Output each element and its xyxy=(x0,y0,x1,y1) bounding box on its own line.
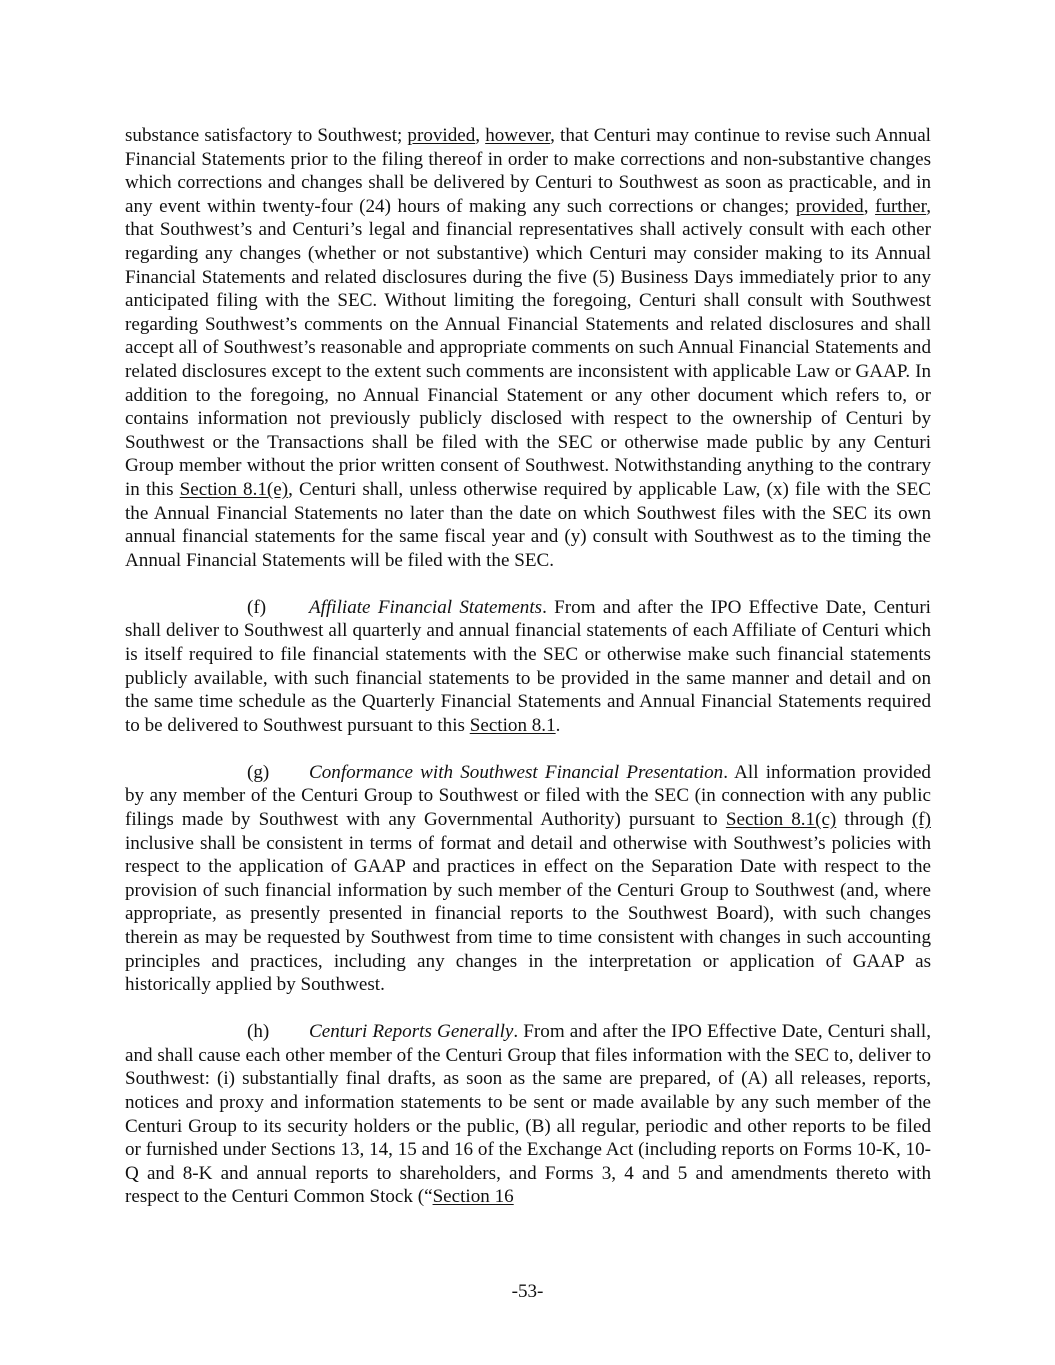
paragraph-8-1-f xyxy=(125,596,931,738)
text-run: . From and after the IPO Effective Date, Centuri shall deliver to Southwest all quarterly and annual financial statements of each Affiliate of Centuri which is itself required to file financial statements with the SEC or otherwise make such financial statements publicly available, with such financial statements to be provided in the same manner and detail and on the same time schedule as the Quarterly Financial Statements and Annual Financial Statements required to be delivered to Southwest pursuant to this xyxy=(125,596,931,736)
defined-term-however: however xyxy=(485,125,551,146)
text-run: , that Southwest’s and Centuri’s legal and financial representatives shall actively consult with each other regarding any changes (whether or not substantive) which Centuri may consider making to its Annual Financial Statements and related disclosures during the five (5) Business Days immediately prior to any anticipated filing with the SEC. Without limiting the foregoing, Centuri shall consult with Southwest regarding Southwest’s comments on the Annual Financial Statements and related disclosures and shall accept all of Southwest’s reasonable and appropriate comments on such Annual Financial Statements and related disclosures except to the extent such comments are inconsistent with applicable Law or GAAP. In addition to the foregoing, no Annual Financial Statement or any other document which refers to, or contains information not previously publicly disclosed with respect to the ownership of Centuri by Southwest or the Transactions shall be filed with the SEC or otherwise made public by any Centuri Group member without the prior written consent of Southwest. Notwithstanding anything to the contrary in this xyxy=(125,195,932,500)
section-reference: Section 8.1(e) xyxy=(179,478,289,500)
clause-heading: Conformance with Southwest Financial Presentation xyxy=(309,761,724,783)
clause-heading: Centuri Reports Generally xyxy=(309,1021,514,1043)
document-page xyxy=(125,124,931,1233)
defined-term-section-16: Section 16 xyxy=(432,1186,514,1208)
paragraph-8-1-g xyxy=(125,761,931,997)
text-run: . All information provided by any member of the Centuri Group to Southwest or filed with the SEC (in connection with any public filings made by Southwest with any Governmental Authority) pursuant to xyxy=(125,761,931,831)
text-run: , Centuri shall, unless otherwise required by applicable Law, (x) file with the SEC the Annual Financial Statements no later than the date on which Southwest files with the SEC its own annual financial statements for the same fiscal year and (y) consult with Southwest as to the timing the Annual Financial Statements will be filed with the SEC. xyxy=(125,478,931,571)
clause-label: (g) xyxy=(247,761,270,783)
text-run: . From and after the IPO Effective Date, Centuri shall, and shall cause each other member of the Centuri Group that files information with the SEC to, deliver to Southwest: (i) substantially final drafts, as soon as the same are prepared, of (A) all releases, reports, notices and proxy and information statements to be sent or made available by any such member of the Centuri Group to its security holders or the public, (B) all regular, periodic and other reports to be filed or furnished under Sections 13, 14, 15 and 16 of the Exchange Act (including reports on Forms 10-K, 10-Q and 8-K and annual reports to shareholders, and Forms 3, 4 and 5 and amendments thereto with respect to the Centuri Common Stock (“ xyxy=(125,1021,931,1208)
defined-term-provided: provided xyxy=(407,125,476,146)
text-run: , that Centuri may continue to revise such Annual Financial Statements prior to the filing thereof in order to make corrections and non-substantive changes which corrections and changes shall be delivered by Centuri to Southwest as soon as practicable, and in any event within twenty-four (24) hours of making any such corrections or changes; xyxy=(125,125,931,217)
section-reference: Section 8.1 xyxy=(469,714,556,736)
section-reference: Section 8.1(c) xyxy=(725,809,837,831)
clause-label: (h) xyxy=(247,1021,270,1043)
defined-term-provided: provided xyxy=(795,195,864,217)
clause-label: (f) xyxy=(247,596,267,618)
clause-heading: Affiliate Financial Statements xyxy=(309,596,543,618)
page-number: -53- xyxy=(511,1281,544,1302)
text-run: , xyxy=(475,125,486,146)
paragraph-8-1-h xyxy=(125,1020,931,1209)
section-reference: (f) xyxy=(911,809,931,831)
defined-term-further: further xyxy=(875,195,927,217)
text-run: inclusive shall be consistent in terms of format and detail and otherwise with Southwest’s policies with respect to the application of GAAP and practices in effect on the Separation Date with respect to the provision of such financial information by such member of the Centuri Group to Southwest (and, where appropriate, as presently presented in financial reports to the Southwest Board), with such changes therein as may be requested by Southwest from time to time consistent with changes in such accounting principles and practices, including any changes in the interpretation or application of GAAP as historically applied by Southwest. xyxy=(125,832,931,996)
paragraph-8-1-e-continued xyxy=(125,124,931,572)
text-run: . xyxy=(555,714,561,736)
text-run: through xyxy=(836,809,912,831)
text-run: , xyxy=(863,195,876,217)
text-run: substance satisfactory to Southwest; xyxy=(125,125,408,146)
